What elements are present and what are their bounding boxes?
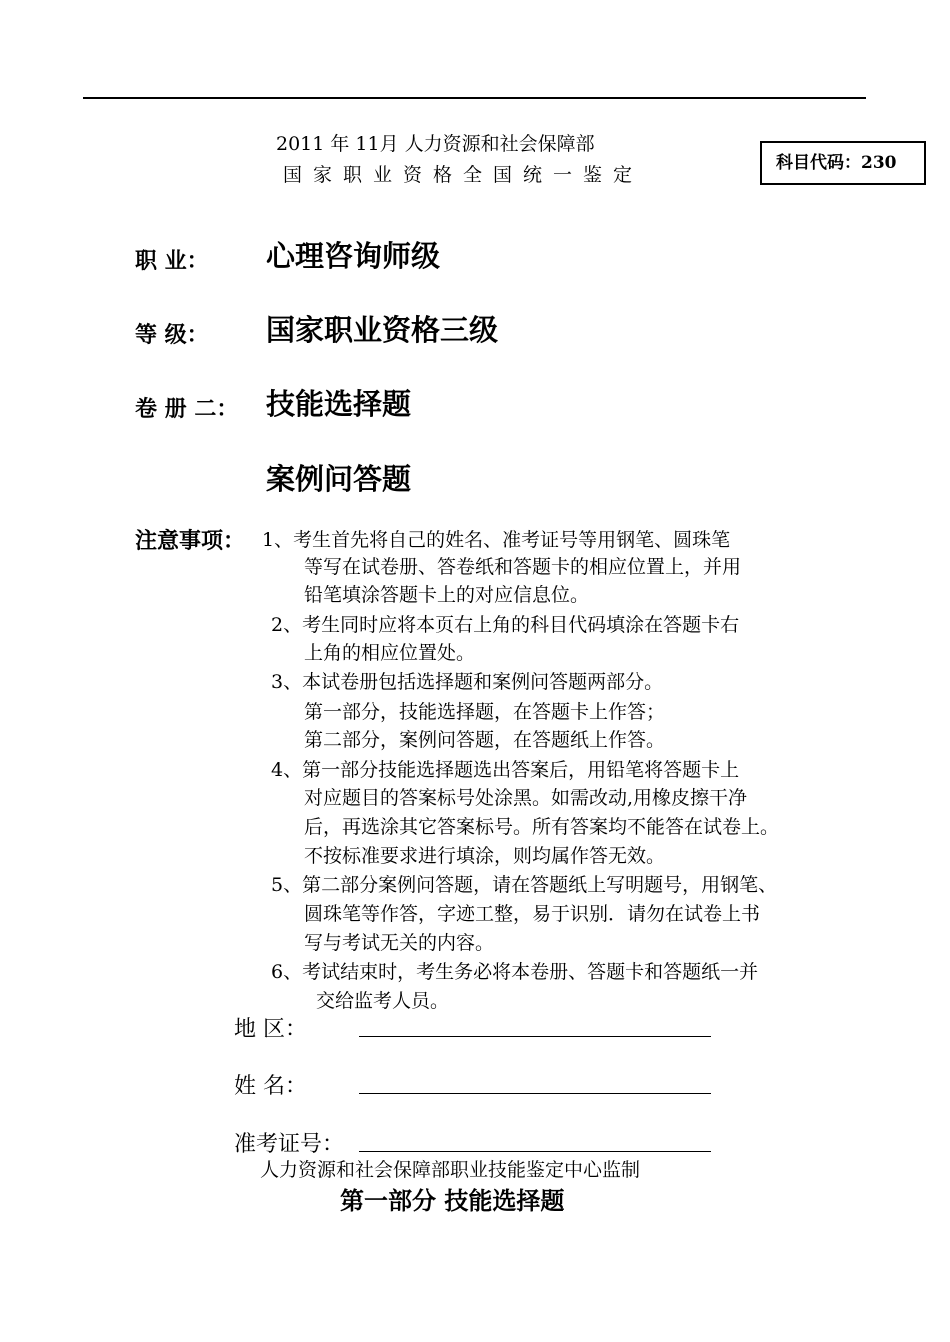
note-line: 3、本试卷册包括选择题和案例问答题两部分。	[271, 671, 664, 693]
exam-type-title: 国家职业资格全国统一鉴定	[283, 164, 644, 186]
region-label: 地 区：	[234, 1017, 307, 1042]
note-line: 圆珠笔等作答，字迹工整，易于识别．请勿在试卷上书	[304, 903, 761, 925]
note-line: 对应题目的答案标号处涂黑。如需改动,用橡皮擦干净	[304, 787, 748, 809]
note-line: 1、考生首先将自己的姓名、准考证号等用钢笔、圆珠笔	[262, 529, 731, 551]
note-line: 写与考试无关的内容。	[304, 932, 495, 954]
volume-label: 卷 册 二：	[135, 397, 239, 422]
notes-title: 注意事项：	[135, 529, 246, 554]
note-line: 后，再选涂其它答案标号。所有答案均不能答在试卷上。	[304, 816, 780, 838]
note-line: 等写在试卷册、答卷纸和答题卡的相应位置上，并用	[304, 556, 742, 578]
subject-code-box: 科目代码：230	[760, 141, 926, 185]
exam-date-issuer: 2011 年 11月 人力资源和社会保障部	[276, 133, 595, 155]
admission-id-label: 准考证号：	[234, 1132, 345, 1157]
note-line: 上角的相应位置处。	[304, 642, 476, 664]
admission-id-input-line[interactable]	[359, 1151, 711, 1152]
level-value: 国家职业资格三级	[266, 313, 499, 347]
volume-value-1: 技能选择题	[266, 387, 412, 421]
region-input-line[interactable]	[359, 1036, 711, 1037]
note-line: 交给监考人员。	[316, 990, 450, 1012]
note-line: 2、考生同时应将本页右上角的科目代码填涂在答题卡右	[271, 614, 740, 636]
occupation-value: 心理咨询师级	[266, 239, 441, 273]
note-line: 第一部分，技能选择题，在答题卡上作答；	[304, 701, 666, 723]
volume-value-2: 案例问答题	[266, 462, 412, 496]
note-line: 4、第一部分技能选择题选出答案后，用铅笔将答题卡上	[271, 759, 740, 781]
top-rule	[83, 97, 866, 99]
note-line: 不按标准要求进行填涂，则均属作答无效。	[304, 845, 666, 867]
note-line: 5、第二部分案例问答题，请在答题纸上写明题号，用钢笔、	[271, 874, 778, 896]
occupation-label: 职 业：	[135, 249, 209, 274]
note-line: 6、考试结束时，考生务必将本卷册、答题卡和答题纸一并	[271, 961, 759, 983]
name-label: 姓 名：	[234, 1074, 307, 1099]
level-label: 等 级：	[135, 323, 209, 348]
name-input-line[interactable]	[359, 1093, 711, 1094]
supervisor-note: 人力资源和社会保障部职业技能鉴定中心监制	[260, 1159, 641, 1181]
note-line: 铅笔填涂答题卡上的对应信息位。	[304, 584, 590, 606]
note-line: 第二部分，案例问答题，在答题纸上作答。	[304, 729, 666, 751]
part-one-title: 第一部分 技能选择题	[340, 1187, 565, 1215]
